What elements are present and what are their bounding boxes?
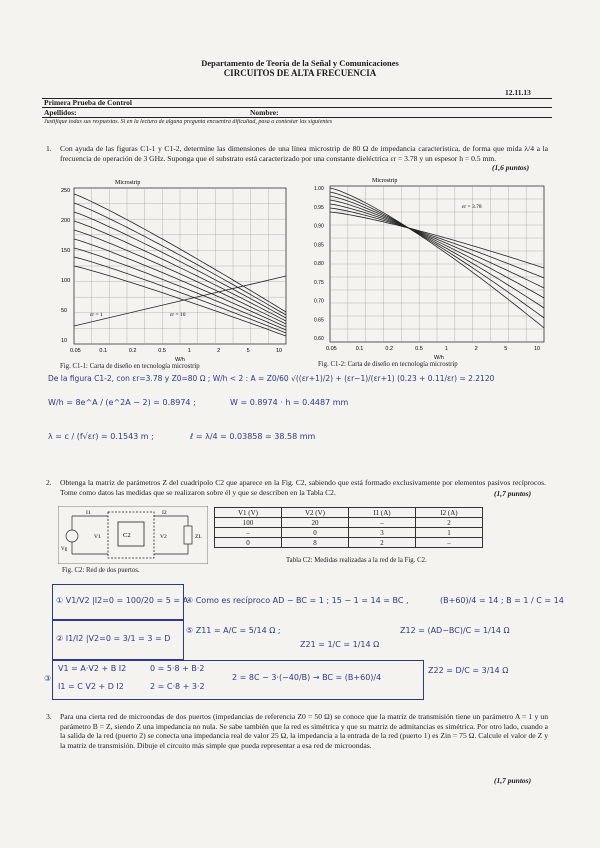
y-tick-label: 200 [61, 218, 71, 224]
figure-c1-1 [60, 176, 292, 362]
figure-c1-2 [312, 174, 552, 360]
x-tick-label: 5 [246, 348, 250, 354]
table-row [215, 528, 483, 538]
y-tick-label: 10 [61, 338, 68, 344]
table-cell: 2 [416, 518, 483, 528]
y-tick-label: 0.65 [314, 317, 324, 324]
circuit-load-label: ZL [195, 534, 202, 540]
y-tick-label: 150 [61, 248, 71, 254]
table-c2 [214, 507, 483, 548]
x-tick-label: 0.05 [326, 346, 337, 352]
x-tick-label: 0.2 [385, 346, 394, 352]
table-header-2: I1 (A) [349, 508, 416, 518]
q2-number: 2. [46, 478, 52, 487]
effective-permittivity-chart [312, 174, 552, 360]
table-row [215, 538, 483, 548]
x-tick-label: 5 [504, 346, 508, 352]
q2-answer-5b: Z12 = (AD−BC)/C = 1/14 Ω [400, 626, 510, 635]
x-tick-label: 10 [276, 348, 283, 354]
y-tick-label: 0.95 [314, 204, 324, 211]
fig-c2-caption: Fig. C2: Red de dos puertos. [62, 567, 140, 574]
exam-title: Primera Prueba de Control [44, 98, 132, 107]
q1-answer-line2b: W = 0.8974 · h = 0.4487 mm [230, 398, 349, 407]
course-name: CIRCUITOS DE ALTA FRECUENCIA [223, 68, 377, 78]
table-header-0: V1 (V) [215, 508, 282, 518]
y-tick-label: 100 [61, 278, 71, 284]
q2-answer-3a: V1 = A·V2 + B I2 [58, 664, 127, 673]
x-tick-label: 0.05 [70, 348, 81, 354]
y-tick-label: 250 [61, 188, 71, 194]
circuit-v2-label: V2 [160, 534, 167, 540]
x-tick-label: 0.1 [99, 348, 108, 354]
table-cell: 3 [349, 528, 416, 538]
name-label: Nombre: [250, 108, 279, 117]
q2-answer-1: ① V1/V2 |I2=0 = 100/20 = 5 = A [56, 596, 189, 605]
fig1-caption: Fig. C1-1: Carta de diseño en tecnología microstrip [60, 363, 200, 370]
table-cell: 0 [282, 528, 349, 538]
exam-date: 12.11.13 [505, 88, 531, 97]
x-tick-label: 2 [217, 348, 221, 354]
circuit-i2-label: I2 [162, 510, 167, 516]
x-tick-label: 0.2 [128, 348, 137, 354]
measurement-table [214, 507, 483, 548]
table-cell: 1 [416, 528, 483, 538]
table-c2-caption: Tabla C2: Medidas realizadas a la red de la Fig. C2. [286, 557, 427, 564]
table-cell: – [416, 538, 483, 548]
header-rule-3 [42, 117, 552, 118]
y-tick-label: 1.00 [314, 186, 324, 192]
q1-answer-line3a: λ = c / (f√εr) = 0.1543 m ; [48, 432, 154, 441]
q1-number: 1. [46, 144, 52, 153]
x-tick-label: 0.5 [415, 346, 423, 352]
fig1-label-a: εr = 1 [90, 312, 103, 318]
y-tick-label: 0.90 [314, 223, 324, 230]
q2-answer-5a: ⑤ Z11 = A/C = 5/14 Ω ; [186, 626, 281, 635]
table-cell: 0 [215, 538, 282, 548]
table-cell: – [349, 518, 416, 528]
y-tick-label: 0.75 [314, 279, 324, 286]
fig2-title: Microstrip [372, 178, 398, 184]
q1-answer-line2a: W/h = 8e^A / (e^2A − 2) = 0.8974 ; [48, 398, 196, 407]
table-header-1: V2 (V) [282, 508, 349, 518]
y-tick-label: 50 [61, 308, 68, 314]
table-row [215, 518, 483, 528]
q2-answer-3c: 0 = 5·8 + B·2 [150, 664, 205, 673]
q3-points: (1,7 puntos) [494, 776, 532, 785]
y-tick-label: 0.80 [314, 261, 324, 267]
q1-answer-line1: De la figura C1-2, con εr=3.78 y Z0=80 Ω ; W/h < 2 : A = Z0/60 √((εr+1)/2) + (εr−1)/(εr+1) (0.23 + 0.11/εr) = 2.2120 [48, 374, 495, 383]
q2-answer-2: ② I1/I2 |V2=0 = 3/1 = 3 = D [56, 634, 171, 643]
fig2-label: εr = 3.78 [462, 204, 482, 210]
x-tick-label: 2 [474, 346, 478, 352]
q2-answer-4a: ④ Como es recíproco AD − BC = 1 ; 15 − 1 = 14 = BC , [186, 596, 409, 605]
fig1-label-b: εr = 10 [170, 312, 186, 318]
table-cell: 8 [282, 538, 349, 548]
q2-answer-3e: 2 = 8C − 3·(−40/B) → BC = (B+60)/4 [232, 673, 382, 682]
y-tick-label: 0.60 [314, 336, 324, 342]
q2-answer-5c: Z21 = 1/C = 1/14 Ω [300, 640, 380, 649]
y-tick-label: 0.85 [314, 242, 324, 249]
circuit-v1-label: V1 [94, 534, 101, 540]
circuit-i1-label: I1 [86, 510, 91, 516]
figure-c2 [58, 506, 208, 564]
table-cell: 100 [215, 518, 282, 528]
x-tick-label: 1 [444, 346, 448, 352]
circuit-block-label: C2 [123, 532, 131, 539]
instructions: Justifique todas sus respuestas. Si en la lectura de alguna pregunta encuentra dificultad, pasa a contestar las siguientes [44, 119, 333, 125]
x-tick-label: 1 [187, 348, 191, 354]
table-cell: – [215, 528, 282, 538]
fig1-title: Microstrip [115, 180, 141, 186]
impedance-chart [60, 176, 292, 362]
q1-answer-line3b: ℓ = λ/4 = 0.03858 = 38.58 mm [190, 432, 316, 441]
q1-text: Con ayuda de las figuras C1-1 y C1-2, determine las dimensiones de una línea microstrip de 80 Ω de impedancia característica, de forma que mida λ/4 a la frecuencia de operación de 3 GHz. Suponga que el substrato está caracterizado por una constante dieléctrica εr = 3.78 y un espesor h = 0.5 mm. [60, 144, 548, 163]
q1-points: (1,6 puntos) [492, 163, 530, 172]
fig2-caption: Fig. C1-2: Carta de diseño en tecnología microstrip [318, 361, 458, 368]
department-name: Departamento de Teoría de la Señal y Comunicaciones [201, 58, 399, 68]
x-tick-label: 0.5 [158, 348, 166, 354]
header-rule-2 [42, 107, 552, 108]
q3-number: 3. [46, 712, 52, 721]
q2-points: (1,7 puntos) [494, 489, 532, 498]
x-tick-label: 10 [534, 346, 541, 352]
q2-answer-4b: (B+60)/4 = 14 ; B = 1 / C = 14 [440, 596, 564, 605]
x-tick-label: 0.1 [355, 346, 364, 352]
q2-answer-6: Z22 = D/C = 3/14 Ω [428, 666, 509, 675]
fig2-xlabel: W/h [434, 355, 444, 360]
two-port-circuit [58, 506, 208, 564]
q2-answer-3-number: ③ [44, 674, 52, 683]
circuit-source-label: Vg [61, 547, 68, 552]
table-cell: 2 [349, 538, 416, 548]
fig1-xlabel: W/h [175, 357, 185, 362]
surname-label: Apellidos: [44, 108, 77, 117]
q2-answer-3d: 2 = C·8 + 3·2 [150, 682, 205, 691]
q2-text: Obtenga la matriz de parámetros Z del cuadripolo C2 que aparece en la Fig. C2, sabiendo que está formado exclusivamente por elementos pasivos recíprocos. Tome como datos las medidas que se realizaron sobre él y que se describen en la Tabla C2. [60, 478, 546, 497]
q2-answer-3b: I1 = C V2 + D I2 [58, 682, 124, 691]
y-tick-label: 0.70 [314, 298, 324, 305]
table-header-3: I2 (A) [416, 508, 483, 518]
q3-text: Para una cierta red de microondas de dos puertos (impedancias de referencia Z0 = 50 Ω) se conoce que la matriz de transmisión tiene un parámetro A = 1 y un parámetro B = Z, siendo Z una impedancia no nula. Se sabe también que la red es simétrica y que su matriz de admitancias es simétrica. Por otro lado, cuando a la salida de la red (puerto 2) se conecta una impedancia real de valor 25 Ω, la impedancia a la entrada de la red (puerto 1) es Zin = 75 Ω. Calcule el valor de Z y la matriz de transmisión. Dibuje el circuito más simple que pueda representar a esa red de microondas. [60, 712, 548, 750]
table-cell: 20 [282, 518, 349, 528]
